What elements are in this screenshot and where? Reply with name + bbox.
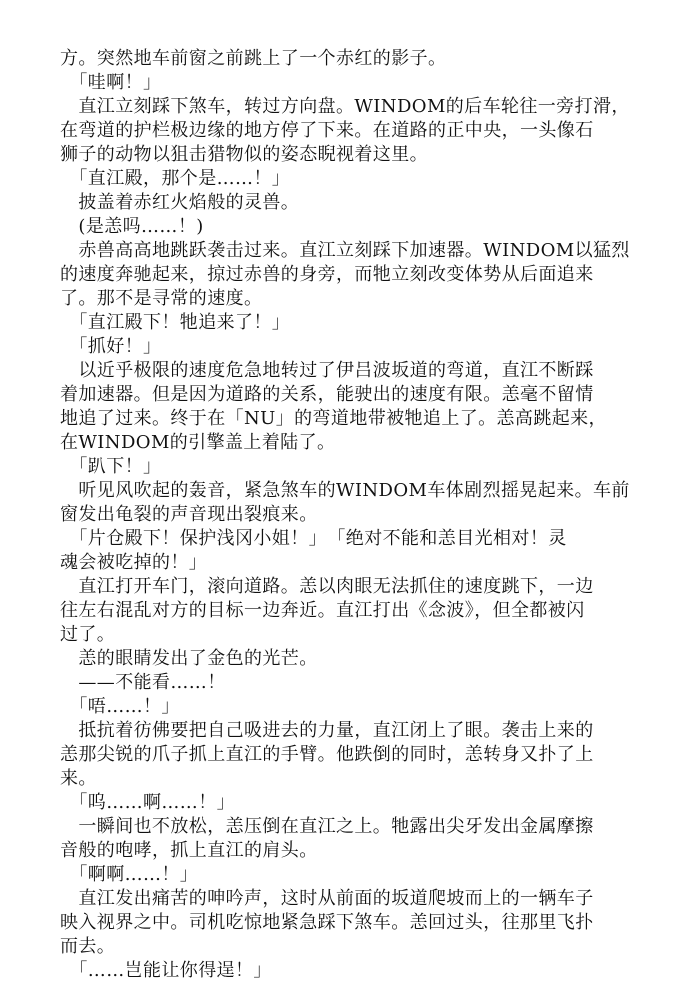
text-line: 而去。	[60, 936, 116, 957]
text-line: 往左右混乱对方的目标一边奔近。直江打出《念波》，但全都被闪	[60, 600, 585, 621]
text-line: 「唔……！」	[60, 696, 180, 717]
text-line: 在弯道的护栏极边缘的地方停了下来。在道路的正中央，一头像石	[60, 120, 594, 141]
text-line: 直江打开车门，滚向道路。恙以肉眼无法抓住的速度跳下，一边	[60, 576, 594, 597]
text-line: 「啊啊……！」	[60, 864, 199, 885]
text-line: 魂会被吃掉的！」	[60, 552, 208, 573]
text-line: 「呜……啊……！」	[60, 792, 235, 813]
text-line: 恙那尖锐的爪子抓上直江的手臂。他跌倒的同时，恙转身又扑了上	[60, 744, 594, 765]
text-line: 赤兽高高地跳跃袭击过来。直江立刻踩下加速器。WINDOM以猛烈	[60, 240, 630, 261]
text-line: 「哇啊！」	[60, 72, 162, 93]
text-line: 「抓好！」	[60, 336, 162, 357]
text-line: 方。突然地车前窗之前跳上了一个赤红的影子。	[60, 48, 447, 69]
text-line: 「片仓殿下！保护浅冈小姐！」 「绝对不能和恙目光相对！灵	[60, 528, 567, 549]
text-line: (是恙吗……！)	[60, 216, 204, 237]
text-line: 着加速器。但是因为道路的关系，能驶出的速度有限。恙毫不留情	[60, 384, 594, 405]
text-line: 窗发出龟裂的声音现出裂痕来。	[60, 504, 318, 525]
text-line: 恙的眼睛发出了金色的光芒。	[60, 648, 318, 669]
text-line: 一瞬间也不放松，恙压倒在直江之上。牠露出尖牙发出金属摩擦	[60, 816, 594, 837]
text-line: 过了。	[60, 624, 116, 645]
text-line: 了。那不是寻常的速度。	[60, 288, 263, 309]
text-line: 的速度奔驰起来，掠过赤兽的身旁，而牠立刻改变体势从后面追来	[60, 264, 594, 285]
text-line: 「直江殿下！牠追来了！」	[60, 312, 291, 333]
text-line: 以近乎极限的速度危急地转过了伊吕波坂道的弯道，直江不断踩	[60, 360, 594, 381]
text-line: 映入视界之中。司机吃惊地紧急踩下煞车。恙回过头，往那里飞扑	[60, 912, 594, 933]
text-line: 「直江殿，那个是……！」	[60, 168, 291, 189]
text-line: 来。	[60, 768, 97, 789]
text-line: 在WINDOM的引擎盖上着陆了。	[60, 432, 336, 453]
text-line: 直江发出痛苦的呻吟声，这时从前面的坂道爬坡而上的一辆车子	[60, 888, 594, 909]
text-line: 直江立刻踩下煞车，转过方向盘。WINDOM的后车轮往一旁打滑，	[60, 96, 630, 117]
text-line: 听见风吹起的轰音，紧急煞车的WINDOM车体剧烈摇晃起来。车前	[60, 480, 630, 501]
text-line: 狮子的动物以狙击猎物似的姿态睨视着这里。	[60, 144, 428, 165]
text-line: 「……岂能让你得逞！」	[60, 960, 272, 981]
text-line: 「趴下！」	[60, 456, 162, 477]
text-line: 音般的咆哮，抓上直江的肩头。	[60, 840, 318, 861]
text-line: 披盖着赤红火焰般的灵兽。	[60, 192, 300, 213]
text-line: 地追了过来。终于在「NU」的弯道地带被牠追上了。恙高跳起来，	[60, 408, 607, 429]
text-line: 抵抗着彷佛要把自己吸进去的力量，直江闭上了眼。袭击上来的	[60, 720, 594, 741]
text-line: ——不能看……！	[60, 672, 226, 693]
